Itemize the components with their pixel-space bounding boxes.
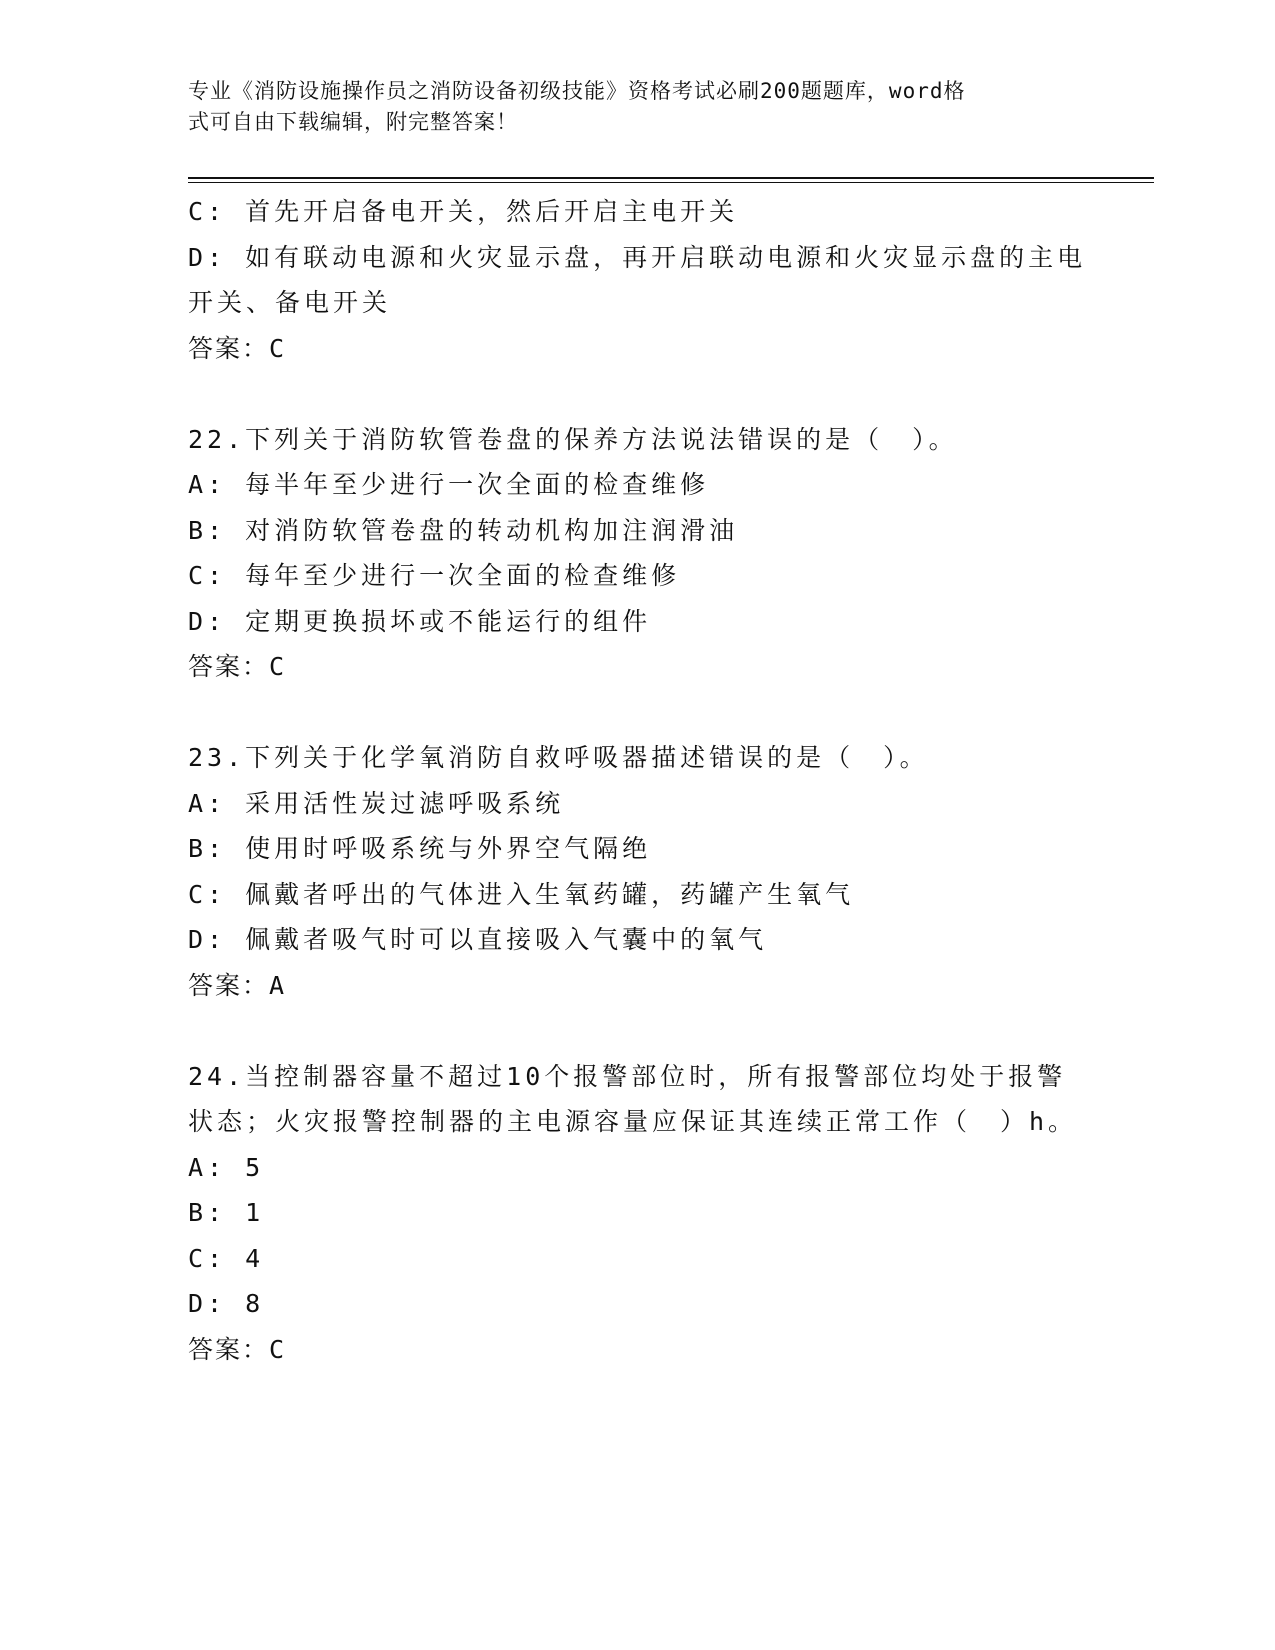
header-title-line-1: 专业《消防设施操作员之消防设备初级技能》资格考试必刷200题题库，word格 bbox=[188, 79, 966, 103]
spacer bbox=[188, 1008, 1088, 1054]
answer-label: 答案： bbox=[188, 970, 270, 1000]
option-b: B: 对消防软管卷盘的转动机构加注润滑油 bbox=[188, 515, 739, 545]
option-d-continued: 开关、备电开关 bbox=[188, 288, 392, 317]
answer bbox=[188, 1327, 1088, 1373]
option-d: D: 佩戴者吸气时可以直接吸入气囊中的氧气 bbox=[188, 925, 768, 954]
option-a: A: 采用活性炭过滤呼吸系统 bbox=[188, 788, 565, 818]
header-divider-thin bbox=[188, 182, 1154, 183]
header-divider-thick bbox=[188, 177, 1154, 179]
option-c: C: 佩戴者呼出的气体进入生氧药罐，药罐产生氧气 bbox=[188, 879, 855, 909]
option-d: D: 如有联动电源和火灾显示盘，再开启联动电源和火灾显示盘的主电 bbox=[188, 242, 1087, 272]
question-24 bbox=[188, 1054, 1088, 1373]
answer-value: C bbox=[269, 333, 287, 363]
answer bbox=[188, 644, 1088, 690]
option-c: C: 每年至少进行一次全面的检查维修 bbox=[188, 561, 681, 590]
question-23 bbox=[188, 735, 1088, 1008]
document-body bbox=[188, 189, 1088, 1372]
answer-label: 答案： bbox=[188, 1334, 270, 1364]
question-stem: 23.下列关于化学氧消防自救呼吸器描述错误的是（ ）。 bbox=[188, 743, 929, 772]
option-d: D: 定期更换损坏或不能运行的组件 bbox=[188, 606, 652, 636]
option-c: C: 4 bbox=[188, 1243, 265, 1273]
header-title-line-2: 式可自由下载编辑，附完整答案！ bbox=[188, 110, 518, 134]
answer bbox=[188, 963, 1088, 1009]
spacer bbox=[188, 690, 1088, 736]
question-22 bbox=[188, 417, 1088, 690]
answer-value: C bbox=[269, 1334, 287, 1364]
option-a: A: 每半年至少进行一次全面的检查维修 bbox=[188, 470, 710, 499]
answer-value: A bbox=[269, 970, 287, 1000]
question-stem: 24.当控制器容量不超过10个报警部位时，所有报警部位均处于报警 bbox=[188, 1061, 1067, 1091]
spacer bbox=[188, 371, 1088, 417]
option-b: B: 1 bbox=[188, 1198, 265, 1227]
answer-label: 答案： bbox=[188, 652, 270, 681]
option-b: B: 使用时呼吸系统与外界空气隔绝 bbox=[188, 834, 652, 863]
option-a: A: 5 bbox=[188, 1152, 265, 1182]
answer-value: C bbox=[269, 652, 287, 681]
document-header bbox=[188, 76, 1068, 138]
answer-label: 答案： bbox=[188, 333, 270, 363]
question-stem: 22.下列关于消防软管卷盘的保养方法说法错误的是（ ）。 bbox=[188, 424, 958, 454]
option-d: D: 8 bbox=[188, 1289, 265, 1318]
answer bbox=[188, 326, 1088, 372]
question-21-continued bbox=[188, 189, 1088, 371]
question-stem-continued: 状态；火灾报警控制器的主电源容量应保证其连续正常工作（ ）h。 bbox=[188, 1107, 1078, 1136]
option-c: C: 首先开启备电开关，然后开启主电开关 bbox=[188, 197, 739, 226]
